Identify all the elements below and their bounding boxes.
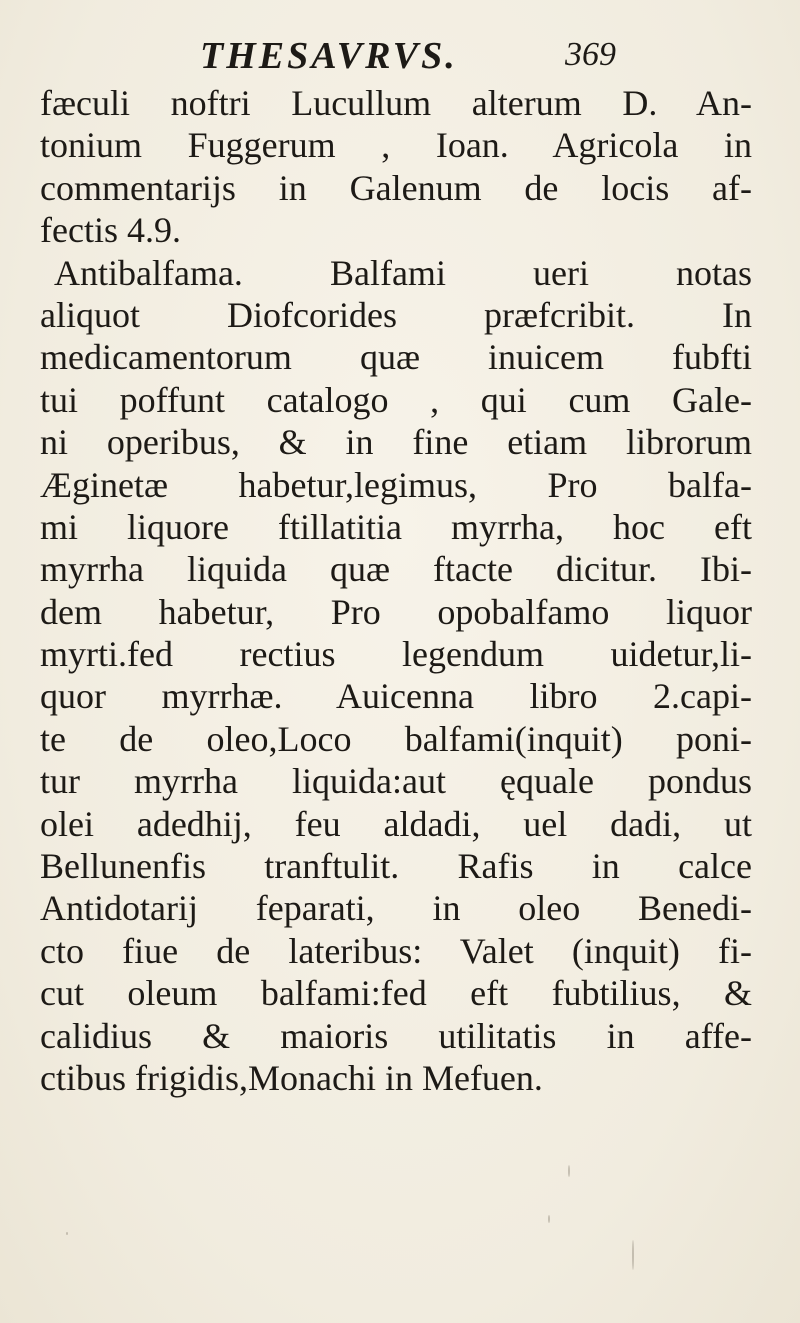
text-line: te de oleo,Loco balfami(inquit) poni- — [40, 718, 752, 759]
paper-speck — [568, 1165, 570, 1177]
text-line: Antidotarij feparati, in oleo Benedi- — [40, 888, 752, 929]
text-line: quor myrrhæ. Auicenna libro 2.capi- — [40, 676, 752, 717]
text-line: Bellunenfis tranftulit. Rafis in calce — [40, 846, 752, 887]
text-line: cto fiue de lateribus: Valet (inquit) fi- — [40, 930, 752, 971]
body-text — [40, 82, 752, 1099]
text-line: ni operibus, & in fine etiam librorum — [40, 422, 752, 463]
text-line: aliquot Diofcorides præfcribit. In — [40, 294, 752, 335]
text-line: medicamentorum quæ inuicem fubfti — [40, 337, 752, 378]
paper-speck — [66, 1232, 68, 1235]
text-line: myrrha liquida quæ ftacte dicitur. Ibi- — [40, 549, 752, 590]
text-line: ctibus frigidis,Monachi in Mefuen. — [40, 1057, 543, 1098]
text-line: tur myrrha liquida:aut ęquale pondus — [40, 761, 752, 802]
text-line: cut oleum balfami:fed eft fubtilius, & — [40, 973, 752, 1014]
text-line: tui poffunt catalogo , qui cum Gale- — [40, 379, 752, 420]
text-line: fæculi noftri Lucullum alterum D. An- — [40, 83, 752, 123]
text-line: Æginetæ habetur,legimus, Pro balfa- — [40, 464, 752, 505]
text-line: mi liquore ftillatitia myrrha, hoc eft — [40, 506, 752, 547]
text-line: olei adedhij, feu aldadi, uel dadi, ut — [40, 803, 752, 844]
running-title: THESAVRVS. — [200, 35, 458, 77]
text-line: calidius & maioris utilitatis in affe- — [40, 1015, 752, 1056]
text-line: dem habetur, Pro opobalfamo liquor — [40, 591, 752, 632]
text-line: tonium Fuggerum , Ioan. Agricola in — [40, 125, 752, 166]
paper-speck — [632, 1240, 634, 1270]
paper-speck — [548, 1215, 550, 1223]
text-line: myrti.fed rectius legendum uidetur,li- — [40, 634, 752, 675]
text-line: commentarijs in Galenum de locis af- — [40, 167, 752, 208]
page-number: 369 — [565, 36, 616, 73]
text-line: fectis 4.9. — [40, 210, 181, 251]
page-header — [0, 30, 800, 80]
text-line: Antibalfama. Balfami ueri notas — [54, 252, 752, 293]
